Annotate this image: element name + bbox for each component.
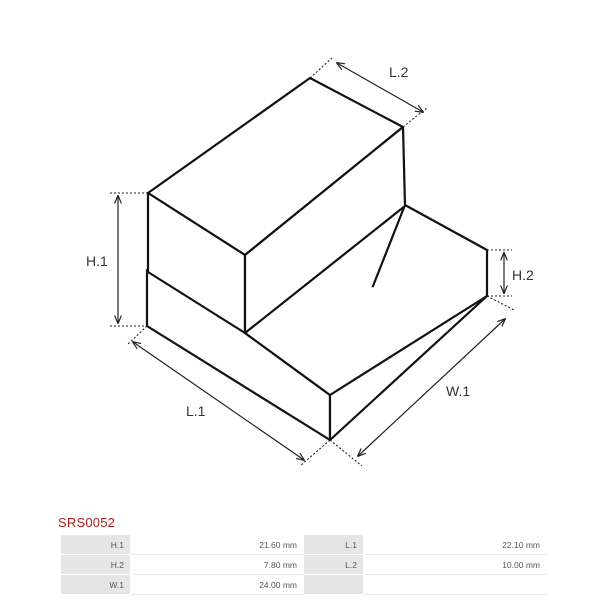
spec-key: H.1 xyxy=(61,535,131,555)
spec-value xyxy=(364,575,547,595)
l2-label: L.2 xyxy=(389,64,409,80)
spec-value: 24.00 mm xyxy=(131,575,304,595)
spec-key: H.2 xyxy=(61,555,131,575)
table-row xyxy=(61,575,547,595)
spec-table xyxy=(60,534,547,595)
spec-key: W.1 xyxy=(61,575,131,595)
l1-label: L.1 xyxy=(186,403,206,419)
h1-label: H.1 xyxy=(86,253,108,269)
w1-label: W.1 xyxy=(446,383,471,399)
spec-key xyxy=(304,575,364,595)
spec-value: 21.60 mm xyxy=(131,535,304,555)
spec-value: 7.80 mm xyxy=(131,555,304,575)
h2-label: H.2 xyxy=(512,267,534,283)
spec-key: L.2 xyxy=(304,555,364,575)
spec-key: L.1 xyxy=(304,535,364,555)
table-row xyxy=(61,555,547,575)
spec-value: 10.00 mm xyxy=(364,555,547,575)
part-code: SRS0052 xyxy=(58,515,116,530)
table-row xyxy=(61,535,547,555)
spec-value: 22.10 mm xyxy=(364,535,547,555)
